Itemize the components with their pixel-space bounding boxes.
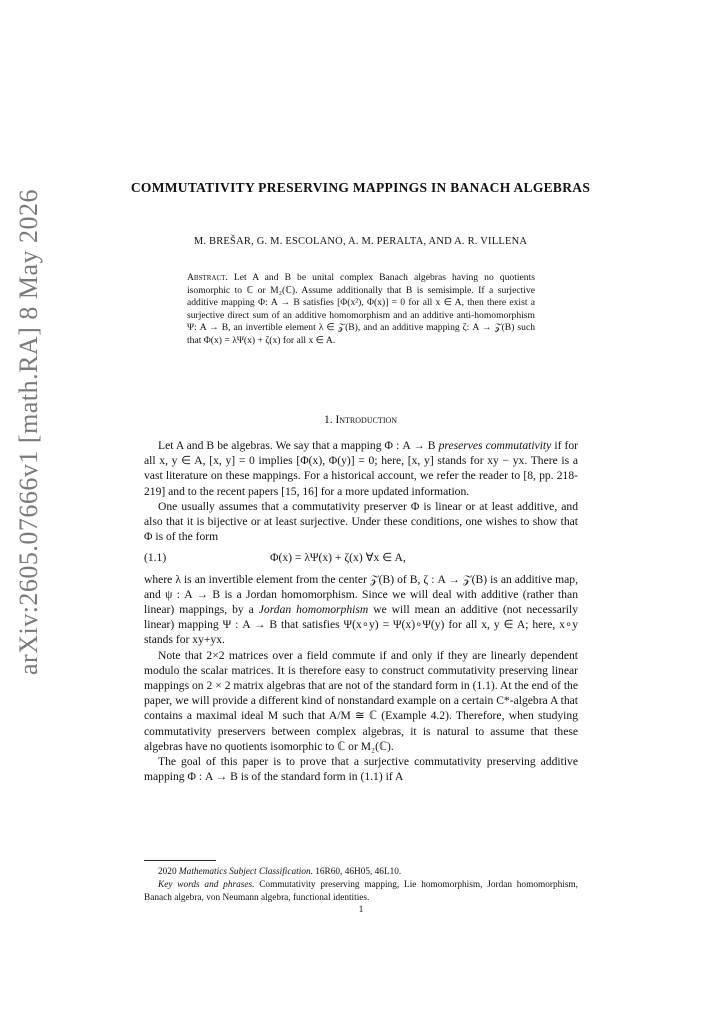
intro-paragraph-4: Note that 2×2 matrices over a field commute if and only if they are linearly dependent modulo the scalar matrices. It is therefore easy to construct commutativity preserving linear mappings on 2 × 2 matrix algebras that are not of the standard form in (1.1). At the end of the paper, we will provide a different kind of nonstandard example on a certain C*-algebra A that contains a maximal ideal M such that A/M ≅ ℂ (Example 4.2). Therefore, when studying commutativity preservers between complex algebras, it is natural to assume that these algebras have no quotients isomorphic to ℂ or M₂(ℂ). <box>144 648 578 753</box>
paper-title: COMMUTATIVITY PRESERVING MAPPINGS IN BANACH ALGEBRAS <box>130 180 591 195</box>
intro-paragraph-5: The goal of this paper is to prove that a surjective commutativity preserving additive mapping Φ : A → B is of the standard form in (1.1) if A <box>144 755 578 784</box>
abstract <box>187 272 535 348</box>
defined-term: preserves commutativity <box>438 439 552 452</box>
abstract-text: Let A and B be unital complex Banach algebras having no quotients isomorphic to ℂ or M₂(ℂ). Assume additionally that B is semisimple. If a surjective additive mapping Φ: A → B satisfies [Φ(x²), Φ(x)] = 0 for all x ∈ A, then there exist a surjective direct sum of an additive homomorphism and an additive anti-homomorphism Ψ: A → B, an invertible element λ ∈ 𝒵(B), and an additive mapping ζ: A → 𝒵(B) such that Φ(x) = λΨ(x) + ζ(x) for all x ∈ A. <box>187 272 535 346</box>
intro-paragraph-1: Let A and B be algebras. We say that a mapping Φ : A → B preserves commutativity if for all x, y ∈ A, [x, y] = 0 implies [Φ(x), Φ(y)] = 0; here, [x, y] stands for xy − yx. There is a vast literature on these mappings. For a historical account, we refer the reader to [8, pp. 218-219] and to the recent papers [15, 16] for a more updated information. <box>144 439 578 498</box>
equation-1-1 <box>144 550 578 565</box>
arxiv-identifier-stamp <box>6 188 58 680</box>
footnotes <box>144 866 578 905</box>
section-heading-introduction: 1. Introduction <box>323 414 398 426</box>
defined-term: Jordan homomorphism <box>258 603 369 617</box>
arxiv-stamp-text: arXiv:2605.07666v1 [math.RA] 8 May 2026 <box>14 188 43 675</box>
abstract-label: Abstract. <box>187 272 228 283</box>
footnote-rule <box>144 860 216 861</box>
footnote-keywords: Key words and phrases. Commutativity preserving mapping, Lie homomorphism, Jordan homomorphism, Banach algebra, von Neumann algebra, functional identities. <box>144 880 578 903</box>
footnote-msc: 2020 Mathematics Subject Classification. 16R60, 46H05, 46L10. <box>158 867 402 877</box>
intro-paragraph-2: One usually assumes that a commutativity preserver Φ is linear or at least additive, and also that it is bijective or at least surjective. Under these conditions, one wishes to show that Φ is of the form <box>144 499 578 544</box>
author-list: M. BREŠAR, G. M. ESCOLANO, A. M. PERALTA, AND A. R. VILLENA <box>193 236 528 247</box>
equation-label: (1.1) <box>144 551 167 565</box>
intro-paragraph-3: where λ is an invertible element from the center 𝒵(B) of B, ζ : A → 𝒵(B) is an additive map, and ψ : A → B is a Jordan homomorphism. Since we will deal with additive (rather than linear) mappings, by a Jordan homomorphism we will mean an additive (not necessarily linear) mapping Ψ : A → B that satisfies Ψ(x∘y) = Ψ(x)∘Ψ(y) for all x, y ∈ A; here, x∘y stands for xy+yx. <box>144 572 578 647</box>
page-number: 1 <box>358 905 364 915</box>
introduction-body <box>144 438 578 784</box>
equation-body: Φ(x) = λΨ(x) + ζ(x) ∀x ∈ A, <box>270 551 406 565</box>
